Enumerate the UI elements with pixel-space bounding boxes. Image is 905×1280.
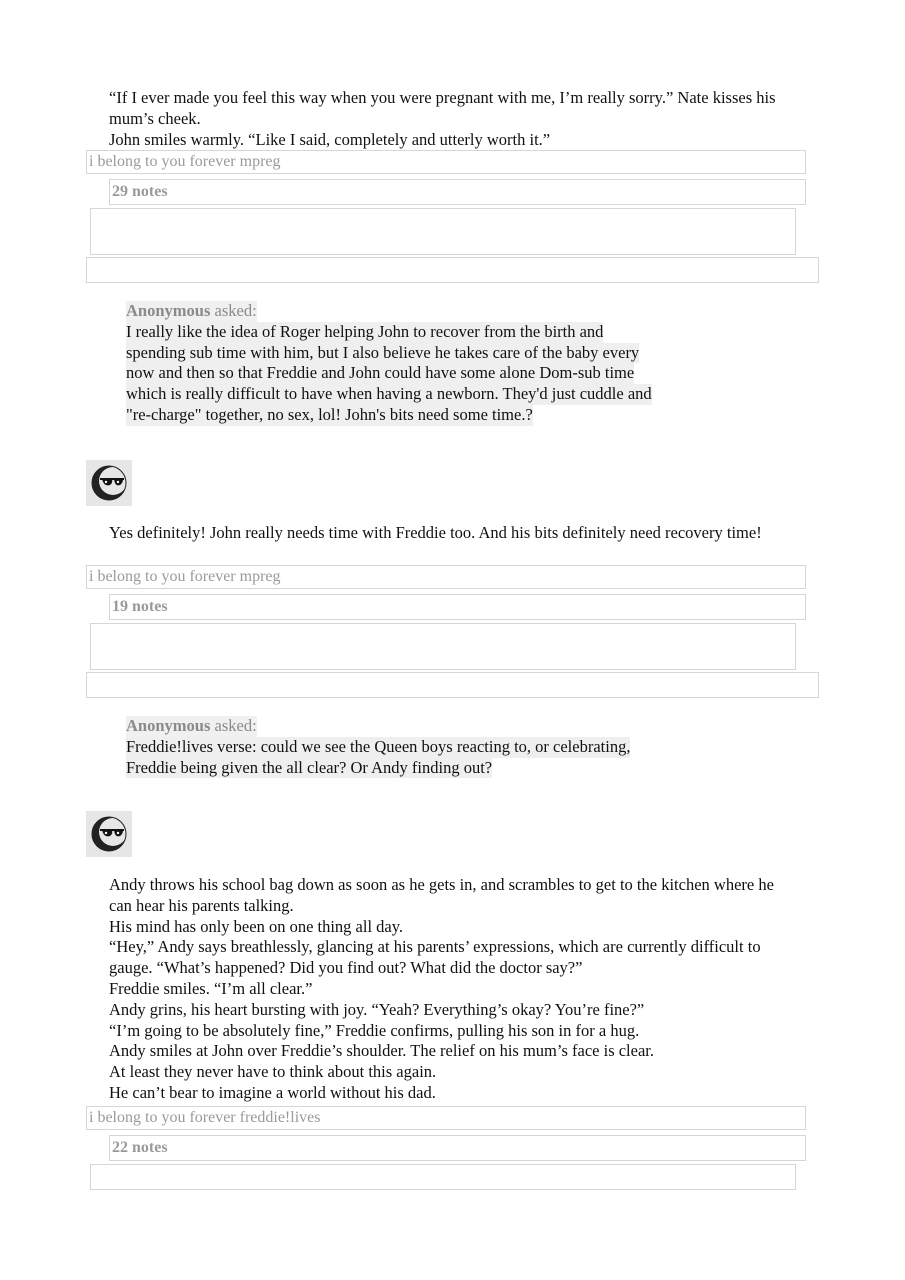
ask-2-header bbox=[126, 716, 257, 737]
ask-2-asked: asked: bbox=[210, 716, 257, 735]
post-3-tags[interactable]: i belong to you forever freddie!lives bbox=[86, 1106, 806, 1130]
avatar[interactable] bbox=[86, 811, 132, 857]
post-1-notes[interactable]: 29 notes bbox=[109, 179, 806, 205]
ask-1-asked: asked: bbox=[210, 301, 257, 320]
ask-2-line: Freddie being given the all clear? Or Andy finding out? bbox=[126, 757, 493, 777]
post-3-line: At least they never have to think about this again. bbox=[109, 1062, 437, 1082]
ask-1-line: "re-charge" together, no sex, lol! John's bits need some time.? bbox=[126, 404, 533, 424]
ask-2-asker[interactable]: Anonymous bbox=[126, 716, 211, 735]
ask-1 bbox=[126, 301, 652, 426]
sunglasses-moon-avatar-icon bbox=[86, 811, 132, 857]
post-3-body bbox=[109, 875, 799, 1104]
ask-1-line: now and then so that Freddie and John could have some alone Dom-sub time bbox=[126, 363, 635, 383]
post-2-footer-box bbox=[86, 672, 819, 698]
post-3-line: His mind has only been on one thing all day. bbox=[109, 916, 404, 936]
post-3-line: “I’m going to be absolutely fine,” Freddie confirms, pulling his son in for a hug. bbox=[109, 1020, 640, 1040]
post-2-line: Yes definitely! John really needs time with Freddie too. And his bits definitely need recovery time! bbox=[109, 523, 762, 542]
post-2-body bbox=[109, 523, 799, 544]
sunglasses-moon-avatar-icon bbox=[86, 460, 132, 506]
post-1-body bbox=[109, 88, 799, 150]
ask-2 bbox=[126, 716, 630, 778]
post-1-line: “If I ever made you feel this way when you were pregnant with me, I’m really sorry.” Nate kisses his mum’s cheek. bbox=[109, 88, 776, 128]
post-3-notes[interactable]: 22 notes bbox=[109, 1135, 806, 1161]
ask-1-line: I really like the idea of Roger helping John to recover from the birth and bbox=[126, 321, 604, 341]
post-1-tags[interactable]: i belong to you forever mpreg bbox=[86, 150, 806, 174]
post-1-footer-box bbox=[86, 257, 819, 283]
post-1-line: John smiles warmly. “Like I said, completely and utterly worth it.” bbox=[109, 129, 551, 149]
ask-2-line: Freddie!lives verse: could we see the Queen boys reacting to, or celebrating, bbox=[126, 736, 631, 756]
ask-1-line: which is really difficult to have when having a newborn. They'd just cuddle and bbox=[126, 384, 652, 404]
post-3-line: Andy grins, his heart bursting with joy. “Yeah? Everything’s okay? You’re fine?” bbox=[109, 999, 645, 1019]
ask-1-header bbox=[126, 301, 257, 322]
post-2-notes[interactable]: 19 notes bbox=[109, 594, 806, 620]
post-3-line: Andy throws his school bag down as soon as he gets in, and scrambles to get to the kitchen where he can hear his parents talking. bbox=[109, 875, 774, 915]
post-2-empty-box bbox=[90, 623, 796, 670]
ask-1-asker[interactable]: Anonymous bbox=[126, 301, 211, 320]
ask-1-line: spending sub time with him, but I also believe he takes care of the baby every bbox=[126, 342, 640, 362]
post-2-tags[interactable]: i belong to you forever mpreg bbox=[86, 565, 806, 589]
post-1-empty-box bbox=[90, 208, 796, 255]
post-3-line: Freddie smiles. “I’m all clear.” bbox=[109, 978, 313, 998]
post-3-line: He can’t bear to imagine a world without his dad. bbox=[109, 1082, 436, 1102]
post-3-empty-box bbox=[90, 1164, 796, 1190]
post-3-line: “Hey,” Andy says breathlessly, glancing at his parents’ expressions, which are currently difficult to gauge. “What’s happened? Did you find out? What did the doctor say?” bbox=[109, 937, 761, 978]
avatar[interactable] bbox=[86, 460, 132, 506]
post-3-line: Andy smiles at John over Freddie’s shoulder. The relief on his mum’s face is clear. bbox=[109, 1041, 654, 1061]
